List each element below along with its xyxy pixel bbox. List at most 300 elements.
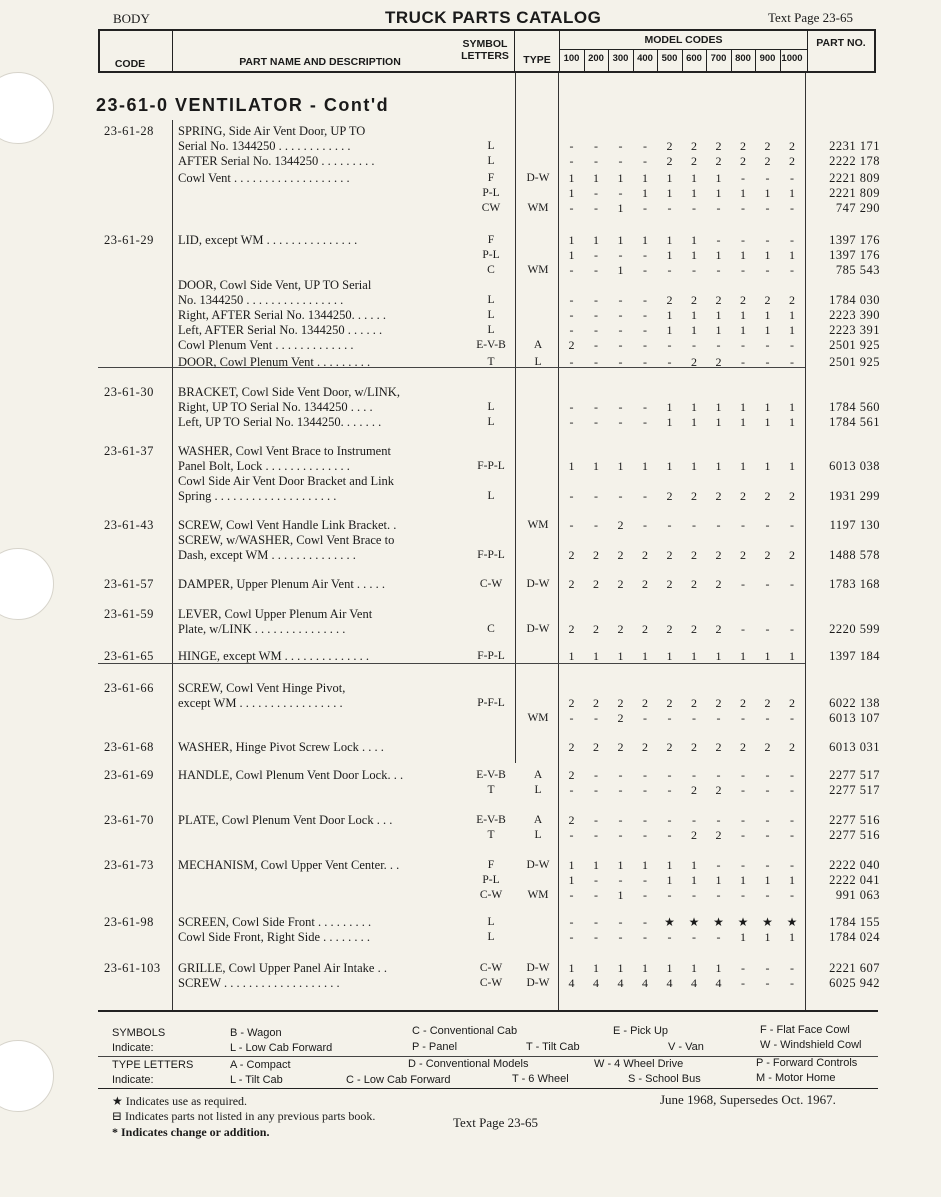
part-number: 1784 561 <box>829 415 880 429</box>
model-quantity: 2 <box>715 293 722 307</box>
model-quantity: 1 <box>568 233 575 247</box>
type-l: L - Tilt Cab <box>230 1074 283 1086</box>
model-quantity: 2 <box>715 740 722 754</box>
model-quantity: - <box>643 139 647 153</box>
symbol-letters: L <box>487 155 495 167</box>
model-quantity: 1 <box>789 459 795 473</box>
table-row <box>0 338 941 353</box>
model-quantity: 2 <box>642 548 648 562</box>
model-quantity: - <box>790 171 794 185</box>
part-number: 1488 578 <box>829 548 880 562</box>
part-number: 991 063 <box>835 888 880 902</box>
model-quantity: - <box>618 930 623 944</box>
table-row <box>0 783 941 798</box>
type-code: D-W <box>526 977 550 989</box>
model-quantity: 2 <box>691 740 697 754</box>
part-description: BRACKET, Cowl Side Vent Door, w/LINK, <box>178 385 400 399</box>
col-type: TYPE <box>523 54 551 66</box>
model-quantity: - <box>569 400 574 414</box>
type-c: C - Low Cab Forward <box>346 1074 451 1086</box>
model-quantity: - <box>692 263 696 277</box>
model-quantity: 1 <box>740 930 746 944</box>
model-quantity: 1 <box>715 400 722 414</box>
model-quantity: ★ <box>786 915 798 929</box>
table-row <box>0 607 941 622</box>
symbol-letters: L <box>487 490 495 502</box>
model-quantity: - <box>594 400 598 414</box>
model-quantity: 1 <box>715 415 722 429</box>
model-quantity: - <box>716 338 721 352</box>
model-quantity: ★ <box>713 915 724 929</box>
model-quantity: - <box>594 186 598 200</box>
model-quantity: 2 <box>764 139 771 153</box>
model-quantity: - <box>667 888 672 902</box>
model-quantity: 1 <box>764 186 771 200</box>
part-description: SCREW, Cowl Vent Handle Link Bracket. . <box>178 518 397 532</box>
model-quantity: 1 <box>789 873 795 887</box>
model-quantity: - <box>741 858 745 872</box>
model-quantity: 2 <box>764 696 771 710</box>
model-quantity: - <box>790 263 794 277</box>
part-description: DOOR, Cowl Side Vent, UP TO Serial <box>178 278 372 292</box>
model-quantity: - <box>569 711 574 725</box>
model-quantity: - <box>618 186 623 200</box>
model-quantity: - <box>741 577 745 591</box>
table-row <box>0 233 941 248</box>
part-number: 2231 171 <box>829 139 880 153</box>
part-description: HANDLE, Cowl Plenum Vent Door Lock. . . <box>178 768 404 782</box>
symbol-letters: E-V-B <box>476 339 506 351</box>
type-code: D-W <box>526 859 550 871</box>
model-quantity: - <box>594 930 598 944</box>
symbol-letters: C <box>487 623 495 635</box>
model-quantity: - <box>643 783 647 797</box>
model-quantity: - <box>716 858 721 872</box>
model-quantity: - <box>618 293 623 307</box>
col-symbol: SYMBOL LETTERS <box>461 38 509 62</box>
model-quantity: 2 <box>666 696 673 710</box>
model-quantity: 1 <box>740 186 746 200</box>
symbol-c: C - Conventional Cab <box>412 1025 518 1037</box>
model-quantity: - <box>569 308 574 322</box>
model-quantity: 2 <box>715 139 722 153</box>
table-row <box>0 323 941 338</box>
part-description: SPRING, Side Air Vent Door, UP TO <box>178 124 366 138</box>
model-quantity: 2 <box>593 548 599 562</box>
model-quantity: - <box>667 355 672 369</box>
model-quantity: 1 <box>715 649 722 663</box>
part-description: Right, AFTER Serial No. 1344250. . . . . . <box>178 308 386 322</box>
model-quantity: 2 <box>666 548 673 562</box>
model-quantity: 1 <box>666 649 673 663</box>
table-row <box>0 171 941 186</box>
model-code-700: 700 <box>710 53 727 64</box>
model-quantity: - <box>618 828 623 842</box>
model-quantity: 1 <box>764 323 771 337</box>
model-quantity: 1 <box>715 323 722 337</box>
model-quantity: - <box>716 813 721 827</box>
model-quantity: 1 <box>666 308 673 322</box>
model-quantity: 2 <box>691 355 697 369</box>
model-quantity: 1 <box>691 171 697 185</box>
type-code: D-W <box>526 578 550 590</box>
model-quantity: - <box>643 768 647 782</box>
model-quantity: 1 <box>642 459 648 473</box>
table-row <box>0 355 941 370</box>
table-row <box>0 459 941 474</box>
model-quantity: - <box>741 813 745 827</box>
model-quantity: - <box>692 338 696 352</box>
model-quantity: 1 <box>715 459 722 473</box>
type-w: W - 4 Wheel Drive <box>594 1058 684 1070</box>
model-quantity: - <box>569 263 574 277</box>
model-quantity: 1 <box>715 186 722 200</box>
model-quantity: 4 <box>617 976 624 990</box>
type-code: D-W <box>526 962 550 974</box>
type-s: S - School Bus <box>628 1073 701 1085</box>
model-quantity: 2 <box>715 489 722 503</box>
model-quantity: 1 <box>789 400 795 414</box>
part-description: SCREW, w/WASHER, Cowl Vent Brace to <box>178 533 395 547</box>
model-quantity: - <box>643 308 647 322</box>
model-quantity: - <box>594 263 598 277</box>
model-quantity: 1 <box>568 873 575 887</box>
model-quantity: - <box>667 338 672 352</box>
footnote-as-required: ★ Indicates use as required. <box>112 1094 248 1108</box>
model-quantity: 2 <box>593 622 599 636</box>
model-quantity: - <box>594 323 598 337</box>
symbol-letters: L <box>487 916 495 928</box>
type-code: A <box>533 769 543 781</box>
model-quantity: - <box>790 783 794 797</box>
model-quantity: - <box>569 293 574 307</box>
model-quantity: - <box>594 828 598 842</box>
model-quantity: - <box>643 248 647 262</box>
symbol-letters: C-W <box>479 889 503 901</box>
part-description: GRILLE, Cowl Upper Panel Air Intake . . <box>178 961 387 975</box>
model-quantity: 4 <box>666 976 673 990</box>
model-quantity: 1 <box>740 873 746 887</box>
model-quantity: 1 <box>617 171 624 185</box>
model-quantity: - <box>643 888 647 902</box>
part-number: 1784 024 <box>829 930 880 944</box>
part-description: AFTER Serial No. 1344250 . . . . . . . . . <box>178 154 375 168</box>
model-quantity: 2 <box>666 139 673 153</box>
model-code-900: 900 <box>759 53 776 64</box>
model-quantity: 2 <box>691 548 697 562</box>
model-quantity: - <box>667 768 672 782</box>
symbols-indicate: Indicate: <box>112 1042 154 1054</box>
table-row <box>0 711 941 726</box>
type-a: A - Compact <box>230 1059 291 1071</box>
model-quantity: - <box>692 888 696 902</box>
model-quantity: 2 <box>789 293 795 307</box>
model-quantity: 1 <box>642 171 648 185</box>
model-quantity: 2 <box>617 622 624 636</box>
symbol-letters: F <box>487 172 495 184</box>
model-quantity: 1 <box>666 186 673 200</box>
model-quantity: 2 <box>666 622 673 636</box>
model-quantity: 1 <box>593 649 599 663</box>
model-quantity: 2 <box>617 548 624 562</box>
model-quantity: 1 <box>715 873 722 887</box>
model-quantity: 4 <box>642 976 648 990</box>
model-quantity: - <box>643 400 647 414</box>
model-quantity: - <box>569 201 574 215</box>
part-description: SCREEN, Cowl Side Front . . . . . . . . . <box>178 915 372 929</box>
model-quantity: - <box>643 813 647 827</box>
model-quantity: 1 <box>715 171 722 185</box>
model-quantity: - <box>765 171 770 185</box>
model-quantity: 1 <box>593 961 599 975</box>
model-quantity: - <box>618 783 623 797</box>
part-number: 785 543 <box>835 263 880 277</box>
model-quantity: - <box>667 828 672 842</box>
model-quantity: 1 <box>740 415 746 429</box>
model-quantity: 1 <box>593 459 599 473</box>
model-quantity: 2 <box>715 622 722 636</box>
model-quantity: - <box>741 976 745 990</box>
model-quantity: 2 <box>568 813 575 827</box>
model-quantity: 2 <box>691 154 697 168</box>
model-quantity: - <box>790 233 794 247</box>
model-quantity: 2 <box>642 740 648 754</box>
model-quantity: - <box>594 248 598 262</box>
model-quantity: 2 <box>568 622 575 636</box>
model-quantity: 1 <box>666 171 673 185</box>
table-row <box>0 873 941 888</box>
table-row <box>0 858 941 873</box>
table-row <box>0 201 941 216</box>
model-quantity: 2 <box>691 577 697 591</box>
col-part-name: PART NAME AND DESCRIPTION <box>239 56 401 68</box>
symbol-letters: L <box>487 401 495 413</box>
part-description: Right, UP TO Serial No. 1344250 . . . . <box>178 400 373 414</box>
type-code: A <box>533 339 543 351</box>
model-quantity: - <box>569 828 574 842</box>
model-quantity: 1 <box>568 649 575 663</box>
model-quantity: 1 <box>764 930 771 944</box>
model-quantity: - <box>741 711 745 725</box>
part-number: 6013 038 <box>829 459 880 473</box>
model-quantity: - <box>618 355 623 369</box>
table-row <box>0 308 941 323</box>
model-quantity: 1 <box>715 248 722 262</box>
model-quantity: 1 <box>666 858 673 872</box>
model-quantity: - <box>643 263 647 277</box>
model-code-800: 800 <box>735 53 751 64</box>
model-quantity: 2 <box>764 740 771 754</box>
model-quantity: 2 <box>740 154 746 168</box>
part-number: 2222 178 <box>829 154 880 168</box>
part-description: LEVER, Cowl Upper Plenum Air Vent <box>178 607 373 621</box>
model-quantity: - <box>741 201 745 215</box>
legend <box>98 1010 878 1090</box>
symbol-letters: C <box>487 264 495 276</box>
table-row <box>0 139 941 154</box>
model-quantity: - <box>594 888 598 902</box>
model-quantity: 1 <box>691 323 697 337</box>
symbol-letters: F-P-L <box>477 650 505 662</box>
model-quantity: 1 <box>691 459 697 473</box>
symbol-letters: T <box>487 784 495 796</box>
model-quantity: - <box>643 711 647 725</box>
model-quantity: - <box>790 338 794 352</box>
col-part-no: PART NO. <box>816 37 866 49</box>
model-quantity: 1 <box>789 323 795 337</box>
model-quantity: ★ <box>762 915 773 929</box>
model-quantity: 1 <box>617 858 624 872</box>
model-quantity: 1 <box>642 233 648 247</box>
table-row <box>0 681 941 696</box>
table-row <box>0 444 941 459</box>
model-quantity: - <box>594 154 598 168</box>
model-quantity: - <box>643 355 647 369</box>
model-quantity: 2 <box>666 154 673 168</box>
model-quantity: 4 <box>593 976 599 990</box>
part-code: 23-61-70 <box>104 813 154 827</box>
table-row <box>0 186 941 201</box>
symbol-l: L - Low Cab Forward <box>230 1042 333 1054</box>
part-number: 1931 299 <box>829 489 880 503</box>
model-quantity: - <box>692 930 696 944</box>
model-quantity: 1 <box>789 930 795 944</box>
model-quantity: - <box>692 518 696 532</box>
table-row <box>0 293 941 308</box>
model-quantity: - <box>569 489 574 503</box>
model-quantity: - <box>618 323 623 337</box>
model-code-400: 400 <box>637 53 653 64</box>
col-model-codes: MODEL CODES <box>644 34 723 46</box>
model-quantity: 2 <box>789 740 795 754</box>
model-quantity: 2 <box>691 139 697 153</box>
table-row <box>0 696 941 711</box>
part-description: Plate, w/LINK . . . . . . . . . . . . . . . <box>178 622 346 636</box>
part-description: Left, UP TO Serial No. 1344250. . . . . . . <box>178 415 382 429</box>
model-quantity: 1 <box>617 961 624 975</box>
part-description: MECHANISM, Cowl Upper Vent Center. . . <box>178 858 400 872</box>
model-quantity: 1 <box>642 961 648 975</box>
table-row <box>0 961 941 976</box>
model-quantity: 1 <box>789 186 795 200</box>
part-description: Cowl Vent . . . . . . . . . . . . . . . . . . . <box>178 171 350 185</box>
symbol-e: E - Pick Up <box>613 1025 669 1037</box>
part-code: 23-61-66 <box>104 681 154 695</box>
table-row <box>0 622 941 637</box>
model-quantity: - <box>741 888 745 902</box>
model-quantity: - <box>618 768 623 782</box>
model-quantity: 1 <box>789 415 795 429</box>
table-row <box>0 768 941 783</box>
model-quantity: 2 <box>740 740 746 754</box>
part-code: 23-61-43 <box>104 518 154 532</box>
model-quantity: - <box>618 308 623 322</box>
model-quantity: - <box>594 338 598 352</box>
model-quantity: - <box>765 888 770 902</box>
model-quantity: 2 <box>691 293 697 307</box>
symbol-letters: E-V-B <box>476 769 506 781</box>
model-quantity: - <box>569 355 574 369</box>
model-quantity: 2 <box>715 154 722 168</box>
model-quantity: - <box>692 813 696 827</box>
model-quantity: 1 <box>593 233 599 247</box>
table-row <box>0 263 941 278</box>
model-quantity: 2 <box>691 696 697 710</box>
model-code-300: 300 <box>612 53 629 64</box>
model-quantity: - <box>716 233 721 247</box>
model-quantity: - <box>643 201 647 215</box>
model-quantity: - <box>643 489 647 503</box>
model-quantity: - <box>643 915 647 929</box>
model-quantity: 2 <box>740 548 746 562</box>
model-quantity: - <box>716 518 721 532</box>
part-number: 2221 607 <box>829 961 880 975</box>
model-quantity: 1 <box>666 873 673 887</box>
model-quantity: - <box>618 154 623 168</box>
model-quantity: 2 <box>764 293 771 307</box>
model-quantity: - <box>741 233 745 247</box>
footnote-not-listed: ⊟ Indicates parts not listed in any previous parts book. <box>112 1109 376 1123</box>
model-quantity: - <box>741 171 745 185</box>
model-quantity: 1 <box>593 171 599 185</box>
model-quantity: 2 <box>642 622 648 636</box>
part-number: 1397 176 <box>829 233 880 247</box>
model-quantity: 2 <box>715 828 722 842</box>
symbol-letters: T <box>487 829 495 841</box>
model-quantity: 1 <box>568 186 575 200</box>
model-quantity: - <box>765 768 770 782</box>
model-quantity: - <box>643 828 647 842</box>
table-row <box>0 888 941 903</box>
model-quantity: - <box>790 622 794 636</box>
model-quantity: - <box>594 768 598 782</box>
model-quantity: - <box>790 768 794 782</box>
model-quantity: 1 <box>740 459 746 473</box>
model-quantity: 1 <box>617 649 624 663</box>
model-quantity: 1 <box>666 400 673 414</box>
model-quantity: - <box>716 711 721 725</box>
part-code: 23-61-57 <box>104 577 154 591</box>
model-quantity: - <box>790 518 794 532</box>
model-quantity: - <box>741 622 745 636</box>
symbol-letters: C-W <box>479 962 503 974</box>
model-quantity: - <box>569 154 574 168</box>
symbol-letters: E-V-B <box>476 814 506 826</box>
model-quantity: 1 <box>666 961 673 975</box>
part-description: HINGE, except WM . . . . . . . . . . . . . . <box>178 649 370 663</box>
model-quantity: 1 <box>715 308 722 322</box>
model-quantity: 2 <box>568 768 575 782</box>
model-quantity: 1 <box>568 171 575 185</box>
model-quantity: 1 <box>789 248 795 262</box>
model-quantity: 1 <box>691 186 697 200</box>
type-code: L <box>534 356 542 368</box>
model-quantity: - <box>594 415 598 429</box>
model-code-200: 200 <box>588 53 604 64</box>
table-row <box>0 649 941 664</box>
model-quantity: 2 <box>617 518 624 532</box>
model-quantity: 4 <box>715 976 722 990</box>
model-quantity: 2 <box>593 696 599 710</box>
model-quantity: - <box>643 323 647 337</box>
model-quantity: 1 <box>691 858 697 872</box>
model-quantity: - <box>643 293 647 307</box>
model-quantity: 2 <box>666 489 673 503</box>
part-code: 23-61-98 <box>104 915 154 929</box>
part-description: Cowl Side Air Vent Door Bracket and Link <box>178 474 395 488</box>
model-quantity: 2 <box>740 293 746 307</box>
model-quantity: - <box>765 783 770 797</box>
